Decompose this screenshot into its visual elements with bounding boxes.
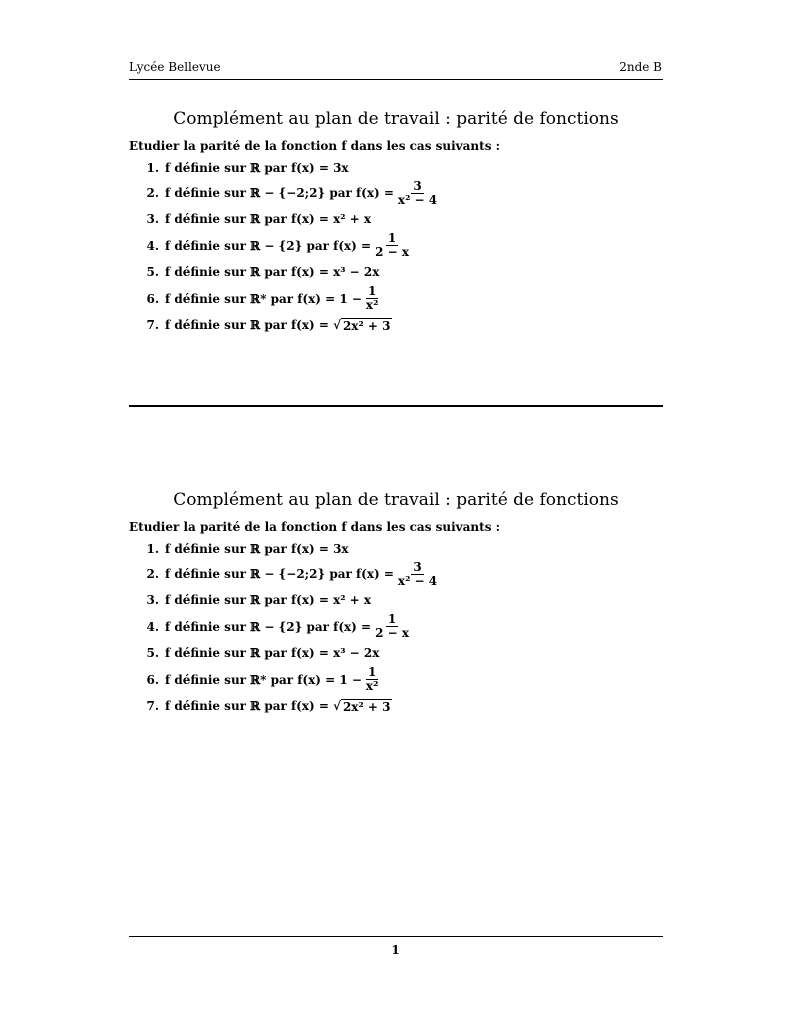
fraction: $\frac{1}{2 - x}$: [375, 612, 410, 640]
list-item: 5. f définie sur ℝ par f(x) = x³ − 2x: [146, 265, 380, 279]
list-item: 2. f définie sur ℝ − {−2;2} par f(x) = $\frac{3}{\text{x² − 4}}$: [146, 178, 438, 207]
section-title: Complément au plan de travail : parité de fonctions: [173, 490, 619, 510]
list-item: 7. f définie sur ℝ par f(x) = √ 2x² + 3: [146, 699, 391, 714]
fraction: $\frac{1}{2 - x}$: [375, 231, 410, 259]
list-item: 5. f définie sur ℝ par f(x) = x³ − 2x: [146, 646, 380, 660]
square-root: 2x² + 3: [342, 699, 391, 714]
fraction: $\frac{3}{\text{x² − 4}}$: [397, 178, 438, 207]
list-item: 6. f définie sur ℝ* par f(x) = 1 − $\frac{1}{\text{x²}}$: [146, 284, 379, 312]
list-item: 3. f définie sur ℝ par f(x) = x² + x: [146, 212, 372, 226]
exercise-section-1: [129, 106, 663, 336]
list-item: 2. f définie sur ℝ − {−2;2} par f(x) = $\frac{3}{\text{x² − 4}}$: [146, 559, 438, 588]
section-intro: Etudier la parité de la fonction f dans les cas suivants :: [129, 139, 501, 153]
list-item: 7. f définie sur ℝ par f(x) = √ 2x² + 3: [146, 318, 391, 333]
list-item: 3. f définie sur ℝ par f(x) = x² + x: [146, 593, 372, 607]
exercise-list: [129, 539, 663, 717]
header-class: 2nde B: [619, 60, 662, 74]
list-item: 1. f définie sur ℝ par f(x) = 3x: [146, 161, 349, 175]
list-item: 4. f définie sur ℝ − {2} par f(x) = $\frac{1}{2 - x}$: [146, 231, 410, 259]
page-number: 1: [391, 943, 400, 957]
list-item: 1. f définie sur ℝ par f(x) = 3x: [146, 542, 349, 556]
square-root: 2x² + 3: [342, 318, 391, 333]
fraction: $\frac{3}{\text{x² − 4}}$: [397, 559, 438, 588]
fraction: $\frac{1}{\text{x²}}$: [365, 665, 379, 693]
header-rule: [129, 79, 663, 80]
list-item: 6. f définie sur ℝ* par f(x) = 1 − $\frac{1}{\text{x²}}$: [146, 665, 379, 693]
fraction: $\frac{1}{\text{x²}}$: [365, 284, 379, 312]
section-divider: [129, 405, 663, 407]
header-school: Lycée Bellevue: [129, 60, 221, 74]
exercise-section-2: [129, 487, 663, 717]
section-intro: Etudier la parité de la fonction f dans les cas suivants :: [129, 520, 501, 534]
exercise-list: [129, 158, 663, 336]
list-item: 4. f définie sur ℝ − {2} par f(x) = $\frac{1}{2 - x}$: [146, 612, 410, 640]
footer-rule: [129, 936, 663, 937]
section-title: Complément au plan de travail : parité de fonctions: [173, 109, 619, 129]
